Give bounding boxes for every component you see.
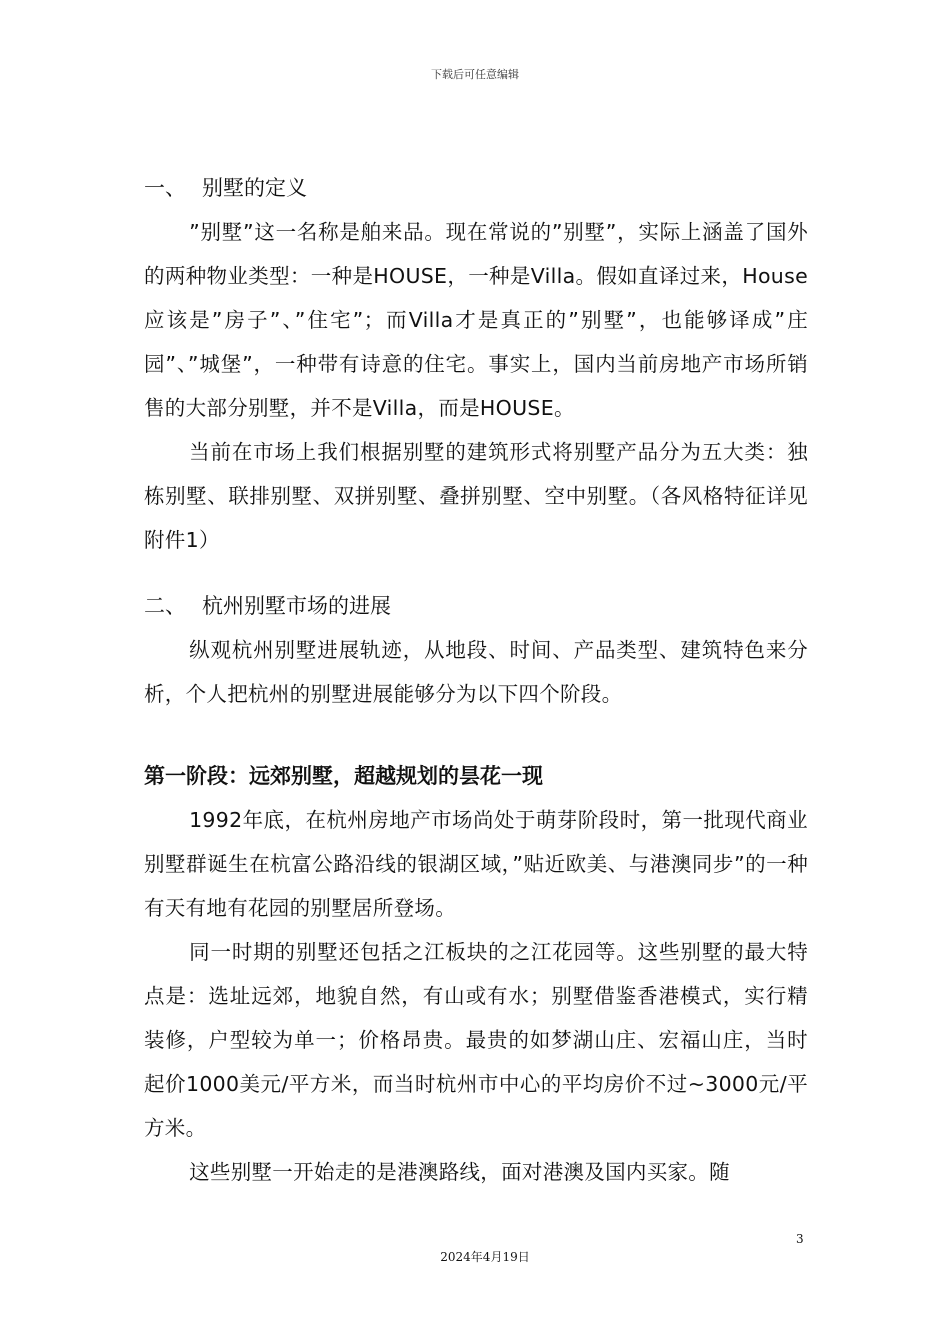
- paragraph: 纵观杭州别墅进展轨迹，从地段、时间、产品类型、建筑特色来分析，个人把杭州的别墅进展能够分为以下四个阶段。: [144, 638, 808, 706]
- paragraph: 当前在市场上我们根据别墅的建筑形式将别墅产品分为五大类：独栋别墅、联排别墅、双拼别墅、叠拼别墅、空中别墅。（各风格特征详见附件1）: [144, 440, 808, 552]
- section-title: 别墅的定义: [202, 176, 307, 200]
- stage-heading: 第一阶段：远郊别墅，超越规划的昙花一现: [144, 764, 543, 788]
- page-header: 下载后可任意编辑: [431, 68, 519, 81]
- section-heading-1: [144, 166, 808, 210]
- paragraph: 同一时期的别墅还包括之江板块的之江花园等。这些别墅的最大特点是：选址远郊，地貌自然，有山或有水；别墅借鉴香港模式，实行精装修，户型较为单一；价格昂贵。最贵的如梦湖山庄、宏福山庄，当时起价1000美元/平方米，而当时杭州市中心的平均房价不过~3000元/平方米。: [144, 940, 808, 1140]
- page-footer-date: 2024年4月19日: [440, 1250, 530, 1264]
- paragraph: ”别墅”这一名称是舶来品。现在常说的”别墅”，实际上涵盖了国外的两种物业类型：一种是HOUSE，一种是Villa。假如直译过来，House应该是”房子”、”住宅”；而Villa才是真正的”别墅”，也能够译成”庄园”、”城堡”，一种带有诗意的住宅。事实上，国内当前房地产市场所销售的大部分别墅，并不是Villa，而是HOUSE。: [144, 220, 808, 420]
- section-number: 二、: [144, 594, 186, 618]
- paragraph: 1992年底，在杭州房地产市场尚处于萌芽阶段时，第一批现代商业别墅群诞生在杭富公路沿线的银湖区域，”贴近欧美、与港澳同步”的一种有天有地有花园的别墅居所登场。: [144, 808, 808, 920]
- section-title: 杭州别墅市场的进展: [202, 594, 391, 618]
- page-number: 3: [796, 1232, 804, 1246]
- paragraph: 这些别墅一开始走的是港澳路线，面对港澳及国内买家。随: [189, 1160, 730, 1184]
- section-heading-2: [144, 584, 808, 628]
- section-number: 一、: [144, 176, 186, 200]
- document-body: [144, 166, 808, 1194]
